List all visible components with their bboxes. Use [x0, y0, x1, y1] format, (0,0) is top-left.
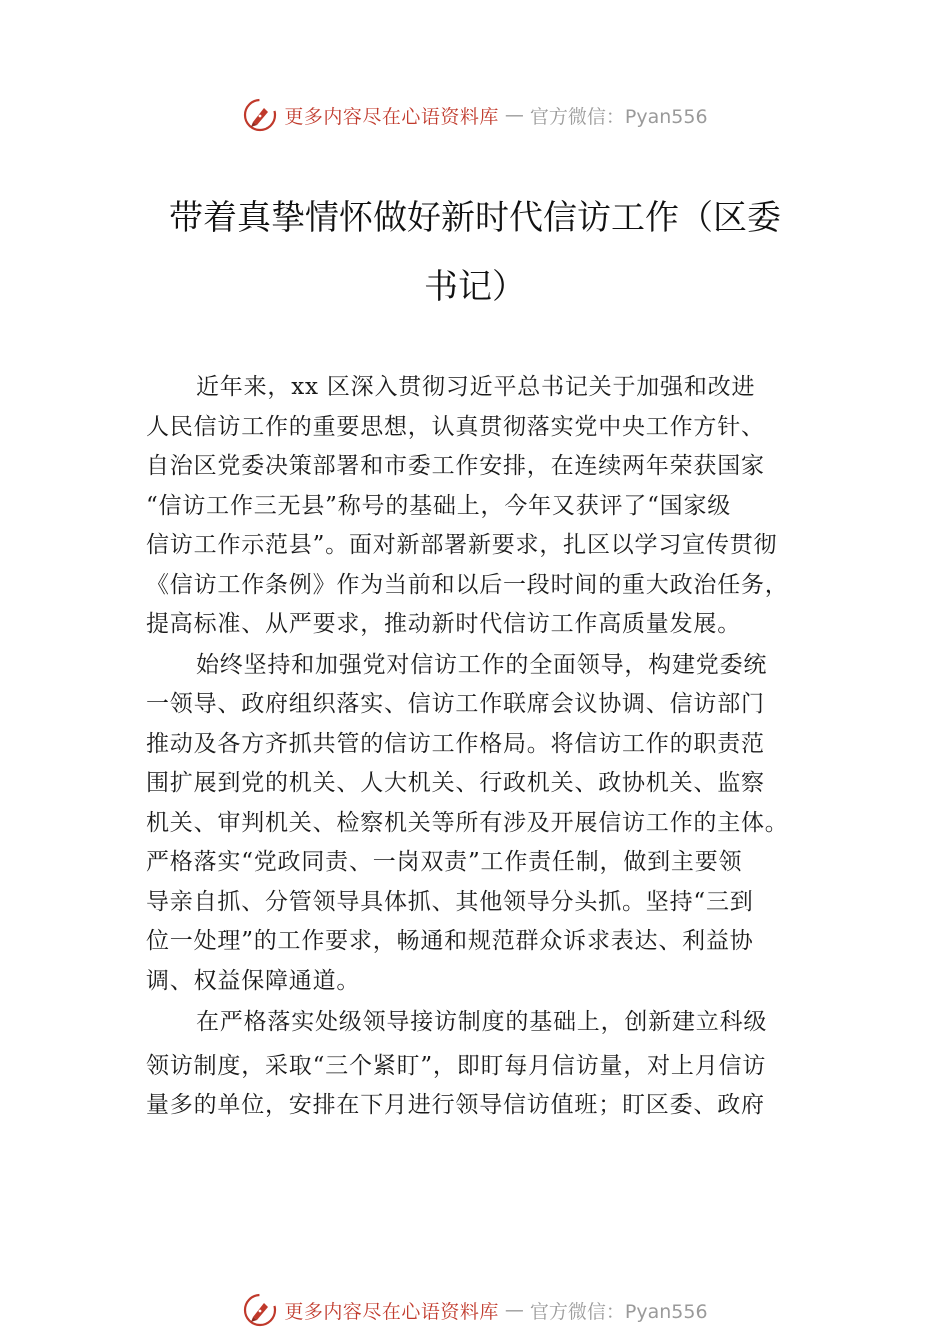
watermark-separator: —	[504, 1299, 524, 1321]
watermark-wechat-text: 官方微信：Pyan556	[529, 105, 708, 128]
footer-watermark	[0, 1290, 950, 1330]
body-line: 量多的单位，安排在下月进行领导信访值班；盯区委、政府	[146, 1092, 765, 1118]
watermark-separator: —	[504, 104, 524, 126]
document-title-line-2: 书记）	[424, 267, 526, 307]
body-line: 《信访工作条例》作为当前和以后一段时间的重大政治任务，	[146, 572, 789, 598]
body-line: 人民信访工作的重要思想，认真贯彻落实党中央工作方针、	[146, 414, 765, 440]
body-line: 调、权益保障通道。	[146, 968, 361, 994]
body-line: 始终坚持和加强党对信访工作的全面领导，构建党委统	[196, 652, 768, 678]
pen-nib-logo-icon	[242, 97, 278, 133]
body-line: 信访工作示范县”。面对新部署新要求，扎区以学习宣传贯彻	[146, 532, 778, 558]
body-line: 领访制度，采取“三个紧盯”，即盯每月信访量，对上月信访	[146, 1053, 767, 1079]
body-line: 在严格落实处级领导接访制度的基础上，创新建立科级	[196, 1009, 768, 1035]
body-line: “信访工作三无县”称号的基础上，今年又获评了“国家级	[146, 493, 732, 519]
body-line: 严格落实“党政同责、一岗双责”工作责任制，做到主要领	[146, 849, 743, 875]
watermark-main-text: 更多内容尽在心语资料库	[284, 105, 499, 128]
body-line: 导亲自抓、分管领导具体抓、其他领导分头抓。坚持“三到	[146, 889, 754, 915]
watermark-main-text: 更多内容尽在心语资料库	[284, 1300, 499, 1323]
body-line: 推动及各方齐抓共管的信访工作格局。将信访工作的职责范	[146, 731, 765, 757]
body-line: 自治区党委决策部署和市委工作安排，在连续两年荣获国家	[146, 453, 765, 479]
body-line: 近年来，xx 区深入贯彻习近平总书记关于加强和改进	[196, 374, 756, 400]
pen-nib-logo-icon	[242, 1292, 278, 1328]
body-line: 一领导、政府组织落实、信访工作联席会议协调、信访部门	[146, 691, 765, 717]
header-watermark	[0, 95, 950, 135]
document-title-line-1: 带着真挚情怀做好新时代信访工作（区委	[169, 198, 781, 238]
body-line: 位一处理”的工作要求，畅通和规范群众诉求表达、利益协	[146, 928, 754, 954]
watermark-wechat-text: 官方微信：Pyan556	[529, 1300, 708, 1323]
body-line: 围扩展到党的机关、人大机关、行政机关、政协机关、监察	[146, 770, 765, 796]
body-line: 机关、审判机关、检察机关等所有涉及开展信访工作的主体。	[146, 810, 789, 836]
body-line: 提高标准、从严要求，推动新时代信访工作高质量发展。	[146, 611, 741, 637]
